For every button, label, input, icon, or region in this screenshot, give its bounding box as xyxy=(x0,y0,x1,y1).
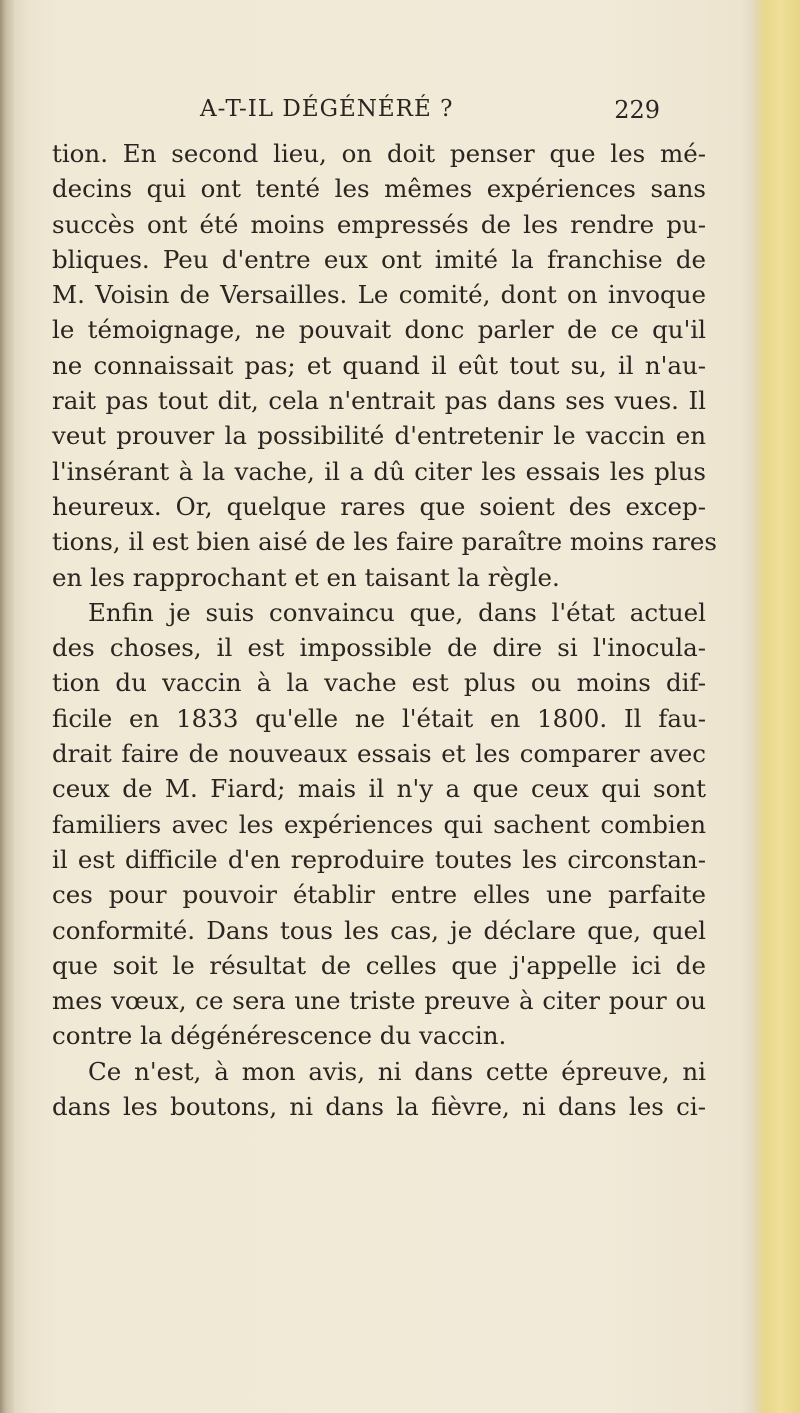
text-line: des choses, il est impossible de dire si l'inocula- xyxy=(52,633,706,663)
text-line: ceux de M. Fiard; mais il n'y a que ceux qui sont xyxy=(52,774,706,804)
text-line: heureux. Or, quelque rares que soient des excep- xyxy=(52,491,706,521)
text-line: le témoignage, ne pouvait donc parler de ce qu'il xyxy=(52,315,706,345)
text-line: il est difficile d'en reproduire toutes les circonstan- xyxy=(52,844,706,874)
paragraph-end-line: contre la dégénérescence du vaccin. xyxy=(52,1021,507,1051)
text-line: succès ont été moins empressés de les rendre pu- xyxy=(52,209,706,239)
text-line: tion du vaccin à la vache est plus ou moins dif- xyxy=(52,668,706,698)
text-line: conformité. Dans tous les cas, je déclare que, quel xyxy=(52,915,706,945)
text-line: rait pas tout dit, cela n'entrait pas dans ses vues. Il xyxy=(52,386,706,416)
page-edge xyxy=(752,0,800,1413)
body-text xyxy=(52,136,717,1124)
text-line: veut prouver la possibilité d'entretenir le vaccin en xyxy=(52,421,706,451)
text-line: ces pour pouvoir établir entre elles une parfaite xyxy=(52,880,706,910)
text-line: tions, il est bien aisé de les faire paraître moins rares xyxy=(52,527,717,557)
text-line: dans les boutons, ni dans la fièvre, ni dans les ci- xyxy=(52,1092,706,1122)
paragraph-start-line: Ce n'est, à mon avis, ni dans cette épreuve, ni xyxy=(88,1056,706,1086)
text-line: ne connaissait pas; et quand il eût tout su, il n'au- xyxy=(52,350,706,380)
running-title: A-T-IL DÉGÉNÉRÉ ? xyxy=(200,96,454,122)
page-gutter xyxy=(0,0,14,1413)
running-head xyxy=(200,96,660,136)
text-line: mes vœux, ce sera une triste preuve à citer pour ou xyxy=(52,986,706,1016)
text-line: M. Voisin de Versailles. Le comité, dont on invoque xyxy=(52,280,706,310)
text-line: que soit le résultat de celles que j'appelle ici de xyxy=(52,950,706,980)
text-line: drait faire de nouveaux essais et les comparer avec xyxy=(52,739,706,769)
page-number: 229 xyxy=(614,96,660,124)
text-line: tion. En second lieu, on doit penser que les mé- xyxy=(52,139,706,168)
paragraph-end-line: en les rapprochant et en taisant la règle. xyxy=(52,562,560,592)
text-line: l'insérant à la vache, il a dû citer les essais les plus xyxy=(52,456,706,486)
text-line: bliques. Peu d'entre eux ont imité la franchise de xyxy=(52,244,706,274)
text-line: decins qui ont tenté les mêmes expériences sans xyxy=(52,174,706,204)
text-line: familiers avec les expériences qui sachent combien xyxy=(52,809,706,839)
paragraph-start-line: Enfin je suis convaincu que, dans l'état actuel xyxy=(88,597,706,627)
text-line: ficile en 1833 qu'elle ne l'était en 1800. Il fau- xyxy=(52,703,706,733)
